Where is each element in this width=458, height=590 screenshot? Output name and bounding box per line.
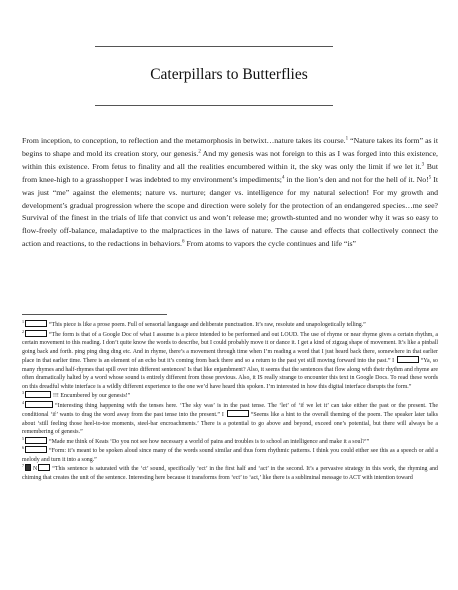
footnotes [22, 320, 438, 482]
title-rule-bottom [95, 105, 333, 106]
redacted-name [25, 330, 47, 337]
footnote-4 [22, 401, 438, 437]
footnote-1 [22, 320, 438, 330]
footnote-text: “Interesting thing happening with the tenses here. ‘The sky was’ is in the past tense. The ‘let’ of ‘if we let it’ can take either the past or the present. The conditional ‘if’ wants to drag the word away from the past tense into the present.” I [22, 402, 438, 418]
redacted-name [25, 446, 47, 453]
footnote-text: “Seems like a hint to the overall theming of the poem. The speaker later talks about ‘still feeling those heel-to-toe moments, steel-bar encroachments.’ There is a potential to go above and beyond, exceed one’s potential, but there will always be a remembering of genesis.” [22, 412, 438, 435]
body-text-segment: But from knee-high to a grasshopper I was indebted to my environment’s impediments; [22, 161, 438, 184]
redacted-name [38, 464, 50, 471]
body-text-segment: And my genesis was not foreign to this as I was forged into this existence, within this existence. From fetus to finality and all the realities encumbered within it, the sky was only the limit if we let it. [22, 148, 439, 171]
footnote-text: “This sentence is saturated with the ‘ct’ sound, specifically ‘ect’ in the first half and ‘act’ in the second. It’s a pervasive strategy in this work, the rhyming and chiming that creates the unit of the sentence. Interesting here because it transforms from ‘ect’ to ‘act,’ like there is a subliminal message to ACT with intention toward [22, 466, 438, 481]
footnote-2 [22, 330, 438, 392]
footnote-mark: 7 [22, 463, 24, 469]
redacted-name [397, 356, 419, 363]
redacted-name [227, 410, 249, 417]
footnote-text: “The form is that of a Google Doc of what I assume is a piece intended to be performed and out LOUD. The use of rhyme or near rhyme gives a certain rhythm, a certain movement to this reading. I don’t quite know the words to describe, but I could probably move it or dance it. I get a kind of zigzag shape of movement. It’s like a pinball going back and forth. ping ping ding ding etc. And in rhyme, there’s a movement through time when I’m reading a word that I just heard back there, somewhere in that earlier place in that earlier time. There is an element of an echo but it’s coming from back there and so a return to the past yet still moving forward into the past.” I [22, 331, 438, 364]
footnote-mark: 6 [22, 445, 24, 451]
footnote-text: “This piece is like a prose poem. Full of sensorial language and deliberate punctuation. It’s raw, resolute and unapologetically telling.” [49, 322, 366, 328]
footnote-ref[interactable]: 2 [198, 149, 201, 155]
footnote-mark: 3 [22, 390, 24, 396]
footnote-separator [22, 314, 167, 315]
body-text-segment: “Nature takes its form” as it begins to shape and mold its creation story, our genesis. [22, 136, 438, 158]
footnote-ref[interactable]: 1 [345, 136, 349, 142]
page-title: Caterpillars to Butterflies [150, 66, 308, 83]
footnote-ref[interactable]: 4 [281, 175, 285, 181]
footnote-ref[interactable]: 6 [182, 239, 185, 245]
title-rule-top [95, 46, 333, 47]
footnote-5 [22, 437, 438, 447]
footnote-mark: 1 [22, 319, 24, 325]
redacted-name [25, 391, 51, 398]
footnote-text: “Ya, so many rhymes and half-rhymes that spill over into different sentences! Is that like enjambment? Also, it seems that the sentences that flow along with their rhythm and rhyme are often dramatically halted by a word whose sound is entirely different from those previous. Also, it IS really strange to encounter this text in Google Docs. To read these words on this dreadful white interface is a wildly different experience to the one we’d have heard this spoken. I’m interested in how this digital interface disrupts the form.” [22, 358, 438, 390]
redacted-name [25, 401, 53, 408]
footnote-ref[interactable]: 3 [421, 162, 425, 168]
body-paragraph [22, 135, 438, 251]
footnote-6 [22, 446, 438, 464]
footnote-3 [22, 391, 438, 401]
redacted-name [25, 320, 47, 327]
body-text-segment: From atoms to vapors the cycle continues and life “is” [184, 239, 356, 249]
redacted-name [25, 464, 31, 471]
redacted-name [25, 437, 47, 444]
footnote-text: “Made me think of Keats ‘Do you not see how necessary a world of pains and troubles is to school an intelligence and make it a soul?’” [49, 438, 370, 445]
footnote-mark: 4 [22, 399, 24, 405]
footnote-prefix: N [33, 466, 38, 472]
footnote-text: “Form: it’s meant to be spoken aloud since many of the words sound similar and thus form rhythmic patterns. I think you could either see this as a speech or add a melody and turn it into a song.” [22, 448, 438, 463]
body-text-segment: in the lion’s den and not for the hell of it. No! [284, 174, 429, 184]
footnote-mark: 5 [22, 435, 24, 441]
footnote-text: !!! Encumbered by our genesis!” [53, 393, 131, 399]
body-text-segment: It was just “me” against the elements; nature vs. nurture; danger vs. intelligence for my natural selection! For my growth and development’s gradual progression where the scope and direction were solely for the protection of an endangered species…me see? Survival of the finest in the trials of life that convict us and won’t release me; growth-stunted and no wonder why it was so easy to flow-freely off-balance, maladaptive to the malpractices in the laws of nature. The cause and effects that collectively connect the action and reactions, to the redactions in behaviors. [22, 174, 439, 249]
body-text-segment: From inception, to conception, to reflection and the metamorphosis in betwixt…nature takes its course. [22, 136, 346, 145]
footnote-mark: 2 [22, 328, 24, 334]
footnote-7 [22, 464, 438, 482]
footnote-ref[interactable]: 5 [428, 175, 432, 181]
